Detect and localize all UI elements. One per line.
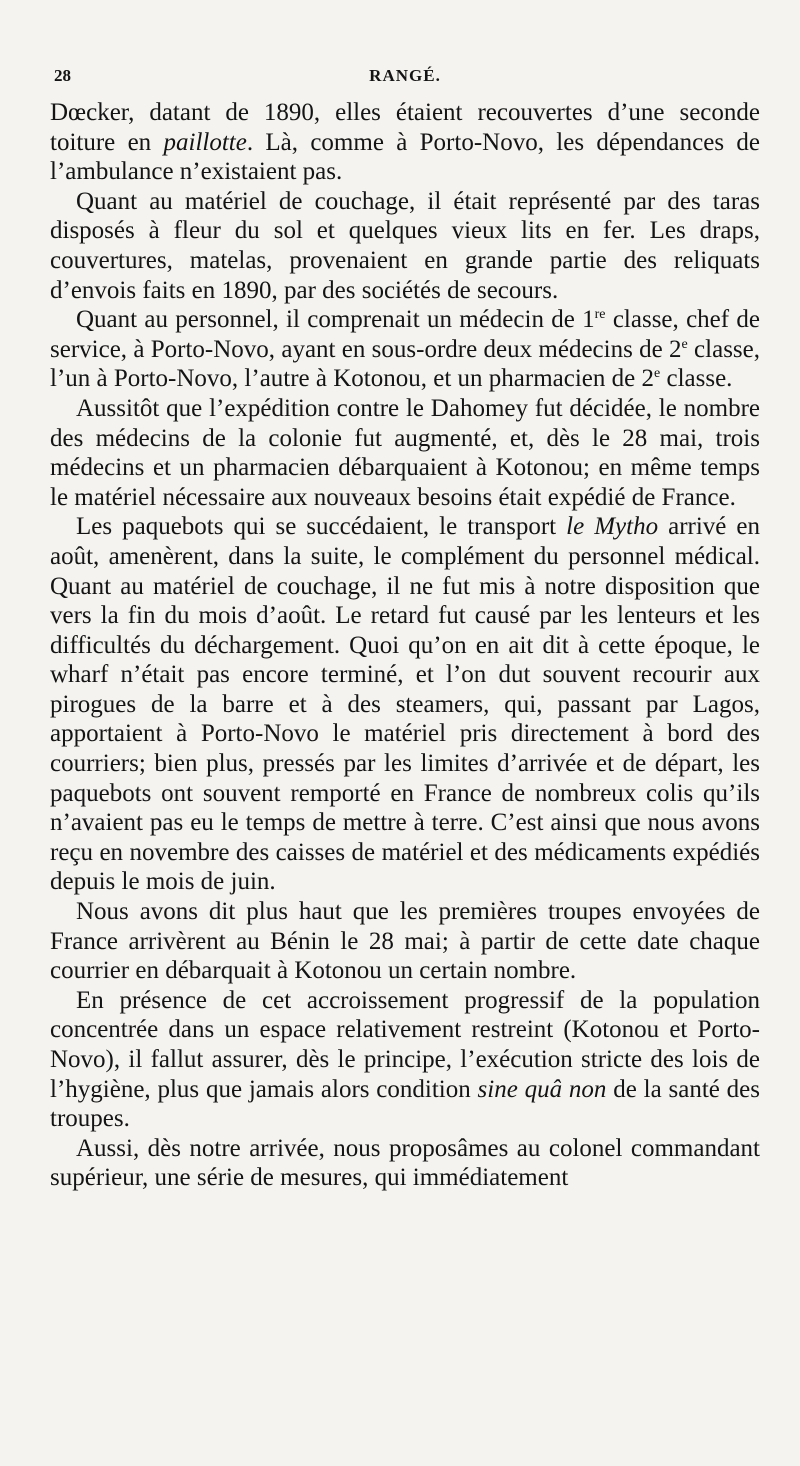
paragraph	[50, 394, 760, 512]
paragraph	[50, 897, 760, 986]
paragraph	[50, 305, 760, 394]
paragraph	[50, 986, 760, 1134]
text-run: En présence de cet accroissement progressif de la population concentrée dans un espace relativement restreint (Kotonou et Porto-Novo), il fallut assurer, dès le principe, l’exécution stricte des lois de l’hygiène, plus que jamais alors condition	[50, 986, 760, 1103]
running-head	[50, 58, 760, 98]
page-number: 28	[54, 66, 71, 85]
text-run: Aussitôt que l’expédition contre le Dahomey fut décidée, le nombre des médecins de la colonie fut augmenté, et, dès le 28 mai, trois médecins et un pharmacien débarquaient à Kotonou; en même temps le matériel nécessaire aux nouveaux besoins était expédié de France.	[50, 394, 760, 511]
text-run: classe, l’un à Porto-Novo, l’autre à Kotonou, et un pharmacien de 2	[50, 335, 760, 393]
text-run: Aussi, dès notre arrivée, nous proposâmes au colonel commandant supérieur, une série de mesures, qui immédiatement	[50, 1134, 760, 1192]
text-run: Nous avons dit plus haut que les premières troupes envoyées de France arrivèrent au Bénin le 28 mai; à partir de cette date chaque courrier en débarquait à Kotonou un certain nombre.	[50, 898, 760, 985]
text-run: Les paquebots qui se succédaient, le transport	[76, 513, 567, 541]
paragraph	[50, 98, 760, 187]
running-title: RANGÉ.	[369, 66, 441, 85]
paragraph	[50, 1134, 760, 1193]
superscript: re	[594, 307, 606, 323]
text-run: de la santé des troupes.	[50, 1075, 760, 1133]
text-run: classe, chef de service, à Porto-Novo, ayant en sous-ordre deux médecins de 2	[50, 306, 760, 363]
superscript: e	[681, 336, 688, 352]
italic-text: le Mytho	[566, 513, 659, 541]
text-run: Quant au personnel, il comprenait un médecin de 1	[76, 306, 595, 334]
paragraph	[50, 512, 760, 897]
text-run: Dœcker, datant de 1890, elles étaient recouvertes d’une seconde toiture en	[50, 99, 760, 156]
italic-text: paillotte	[163, 128, 247, 156]
italic-text: sine quâ non	[477, 1075, 607, 1103]
text-run: Quant au matériel de couchage, il était représenté par des taras disposés à fleur du sol et quelques vieux lits en fer. Les draps, couvertures, matelas, provenaient en grande partie des reliquats d’envois faits en 1890, par des sociétés de secours.	[50, 187, 760, 304]
text-run: . Là, comme à Porto-Novo, les dépendances de l’ambulance n’existaient pas.	[50, 128, 760, 186]
text-run: arrivé en août, amenèrent, dans la suite, le complément du personnel médical. Quant au matériel de couchage, il ne fut mis à notre disposition que vers la fin du mois d’août. Le retard fut causé par les lenteurs et les difficultés du déchargement. Quoi qu’on en ait dit à cette époque, le wharf n’était pas encore terminé, et l’on dut souvent recourir aux pirogues de la barre et à des steamers, qui, passant par Lagos, apportaient à Porto-Novo le matériel pris directement à bord des courriers; bien plus, pressés par les limites d’arrivée et de départ, les paquebots ont souvent remporté en France de nombreux colis qu’ils n’avaient pas eu le temps de mettre à terre. C’est ainsi que nous avons reçu en novembre des caisses de matériel et des médicaments expédiés depuis le mois de juin.	[50, 513, 761, 896]
body-text	[50, 98, 760, 1193]
text-run: classe.	[660, 365, 733, 393]
paragraph	[50, 187, 760, 305]
superscript: e	[654, 366, 661, 382]
